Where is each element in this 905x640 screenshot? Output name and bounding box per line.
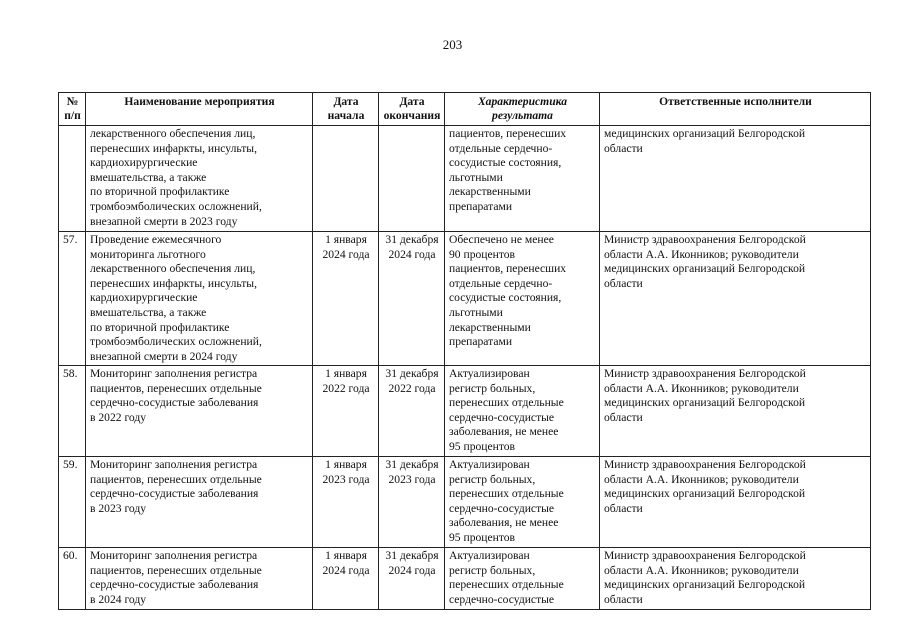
row-num: 59.: [59, 457, 86, 548]
row-end: 31 декабря 2024 года: [379, 232, 445, 366]
row-result: Актуализирован регистр больных, перенесших отдельные сердечно-сосудистые заболевания, не менее 95 процентов: [445, 366, 600, 457]
row-executors: медицинских организаций Белгородской области: [600, 126, 871, 232]
table-row: [59, 548, 871, 610]
header-end: Дата окончания: [379, 93, 445, 126]
row-num: 57.: [59, 232, 86, 366]
row-end: [379, 126, 445, 232]
row-num: 60.: [59, 548, 86, 610]
header-num: № п/п: [59, 93, 86, 126]
header-executors: Ответственные исполнители: [600, 93, 871, 126]
row-end: 31 декабря 2022 года: [379, 366, 445, 457]
row-start: [313, 126, 379, 232]
row-name: лекарственного обеспечения лиц, перенесших инфаркты, инсульты, кардиохирургические вмешательства, а также по вторичной профилактике тромбоэмболических осложнений, внезапной смерти в 2023 году: [86, 126, 313, 232]
row-executors: Министр здравоохранения Белгородской области А.А. Иконников; руководители медицинских организаций Белгородской области: [600, 457, 871, 548]
row-name: Мониторинг заполнения регистра пациентов, перенесших отдельные сердечно-сосудистые заболевания в 2022 году: [86, 366, 313, 457]
header-name: Наименование мероприятия: [86, 93, 313, 126]
row-start: 1 января 2024 года: [313, 548, 379, 610]
header-start: Дата начала: [313, 93, 379, 126]
row-executors: Министр здравоохранения Белгородской области А.А. Иконников; руководители медицинских организаций Белгородской области: [600, 232, 871, 366]
row-name: Мониторинг заполнения регистра пациентов, перенесших отдельные сердечно-сосудистые заболевания в 2023 году: [86, 457, 313, 548]
row-name: Проведение ежемесячного мониторинга льготного лекарственного обеспечения лиц, перенесших инфаркты, инсульты, кардиохирургические вмешательства, а также по вторичной профилактике тромбоэмболических осложнений, внезапной смерти в 2024 году: [86, 232, 313, 366]
table-row: [59, 366, 871, 457]
row-end: 31 декабря 2023 года: [379, 457, 445, 548]
measures-table: [58, 92, 871, 610]
row-num: [59, 126, 86, 232]
row-result: Актуализирован регистр больных, перенесших отдельные сердечно-сосудистые: [445, 548, 600, 610]
row-result: пациентов, перенесших отдельные сердечно- сосудистые состояния, льготными лекарственными препаратами: [445, 126, 600, 232]
row-result: Обеспечено не менее 90 процентов пациентов, перенесших отдельные сердечно- сосудистые состояния, льготными лекарственными препаратами: [445, 232, 600, 366]
row-executors: Министр здравоохранения Белгородской области А.А. Иконников; руководители медицинских организаций Белгородской области: [600, 366, 871, 457]
table-header-row: [59, 93, 871, 126]
row-start: 1 января 2024 года: [313, 232, 379, 366]
row-name: Мониторинг заполнения регистра пациентов, перенесших отдельные сердечно-сосудистые заболевания в 2024 году: [86, 548, 313, 610]
row-start: 1 января 2022 года: [313, 366, 379, 457]
table-row: [59, 232, 871, 366]
page-number: 203: [442, 37, 463, 52]
table-row: [59, 126, 871, 232]
row-executors: Министр здравоохранения Белгородской области А.А. Иконников; руководители медицинских организаций Белгородской области: [600, 548, 871, 610]
row-start: 1 января 2023 года: [313, 457, 379, 548]
table-row: [59, 457, 871, 548]
row-result: Актуализирован регистр больных, перенесших отдельные сердечно-сосудистые заболевания, не менее 95 процентов: [445, 457, 600, 548]
row-num: 58.: [59, 366, 86, 457]
header-result: Характеристика результата: [445, 93, 600, 126]
row-end: 31 декабря 2024 года: [379, 548, 445, 610]
